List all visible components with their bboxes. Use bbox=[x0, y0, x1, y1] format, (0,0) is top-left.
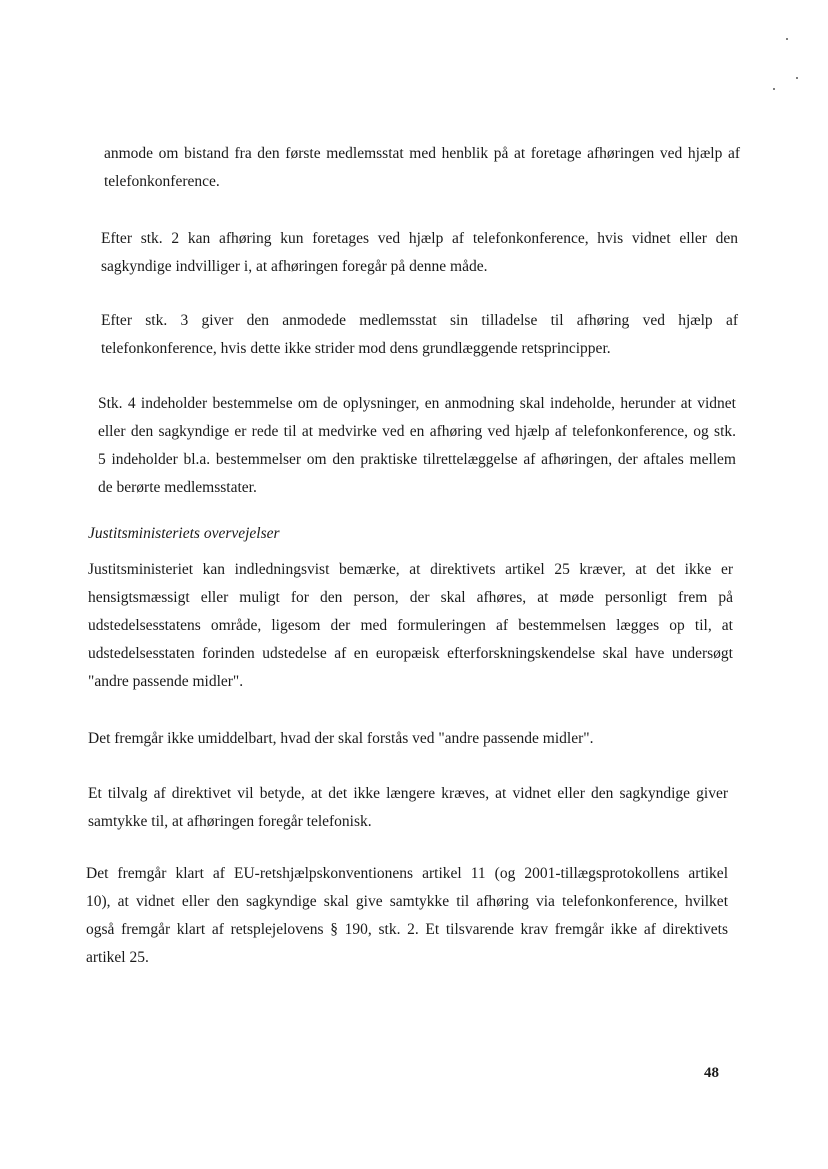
paragraph bbox=[88, 556, 733, 696]
paragraph-line: anmode om bistand fra den første medlemsstat med henblik på at foretage afhøringen ved hjælp af bbox=[104, 145, 740, 162]
paragraph-line: Justitsministeriet kan indledningsvist bemærke, at direktivets artikel 25 kræver, at det ikke er bbox=[88, 561, 733, 578]
paragraph-line: Det fremgår ikke umiddelbart, hvad der skal forstås ved "andre passende midler". bbox=[88, 730, 594, 747]
paragraph-line: 5 indeholder bl.a. bestemmelser om den praktiske tilrettelæggelse af afhøringen, der aftales mellem bbox=[98, 451, 736, 468]
paragraph-line: Efter stk. 2 kan afhøring kun foretages ved hjælp af telefonkonference, hvis vidnet eller den bbox=[101, 230, 738, 247]
paragraph-line: 10), at vidnet eller den sagkyndige skal give samtykke til afhøring via telefonkonference, hvilket bbox=[86, 893, 728, 910]
paragraph-line: artikel 25. bbox=[86, 949, 149, 966]
paragraph-line: Det fremgår klart af EU-retshjælpskonventionens artikel 11 (og 2001-tillægsprotokollens artikel bbox=[86, 865, 728, 882]
paragraph-line: udstedelsesstaten forinden udstedelse af en europæisk efterforskningskendelse skal have undersøgt bbox=[88, 645, 733, 662]
paragraph-line: de berørte medlemsstater. bbox=[98, 479, 257, 496]
paragraph bbox=[88, 725, 728, 753]
paragraph bbox=[86, 860, 728, 972]
paragraph-line: udstedelsesstatens område, ligesom der med formuleringen af bestemmelsen lægges op til, at bbox=[88, 617, 733, 634]
paragraph-line: telefonkonference, hvis dette ikke strider mod dens grundlæggende retsprincipper. bbox=[101, 340, 611, 357]
paragraph-line: eller den sagkyndige er rede til at medvirke ved en afhøring ved hjælp af telefonkonference, og stk. bbox=[98, 423, 736, 440]
paragraph-line: samtykke til, at afhøringen foregår telefonisk. bbox=[88, 813, 372, 830]
paragraph bbox=[88, 780, 728, 836]
paragraph bbox=[104, 140, 740, 196]
paragraph-line: også fremgår klart af retsplejelovens § 190, stk. 2. Et tilsvarende krav fremgår ikke af direktivets bbox=[86, 921, 728, 938]
section-heading: Justitsministeriets overvejelser bbox=[88, 525, 280, 542]
paragraph-line: sagkyndige indvilliger i, at afhøringen foregår på denne måde. bbox=[101, 258, 488, 275]
paragraph bbox=[98, 390, 736, 502]
page-number: 48 bbox=[704, 1065, 719, 1081]
paragraph-line: hensigtsmæssigt eller muligt for den person, der skal afhøres, at møde personligt frem på bbox=[88, 589, 733, 606]
paragraph-line: Et tilvalg af direktivet vil betyde, at det ikke længere kræves, at vidnet eller den sagkyndige giver bbox=[88, 785, 728, 802]
scan-speck bbox=[786, 38, 788, 40]
scan-speck bbox=[796, 77, 798, 79]
paragraph-line: Stk. 4 indeholder bestemmelse om de oplysninger, en anmodning skal indeholde, herunder at vidnet bbox=[98, 395, 736, 412]
paragraph-line: telefonkonference. bbox=[104, 173, 220, 190]
paragraph bbox=[101, 307, 738, 363]
scan-speck bbox=[773, 88, 775, 90]
paragraph-line: "andre passende midler". bbox=[88, 673, 244, 690]
paragraph bbox=[101, 225, 738, 281]
paragraph-line: Efter stk. 3 giver den anmodede medlemsstat sin tilladelse til afhøring ved hjælp af bbox=[101, 312, 738, 329]
